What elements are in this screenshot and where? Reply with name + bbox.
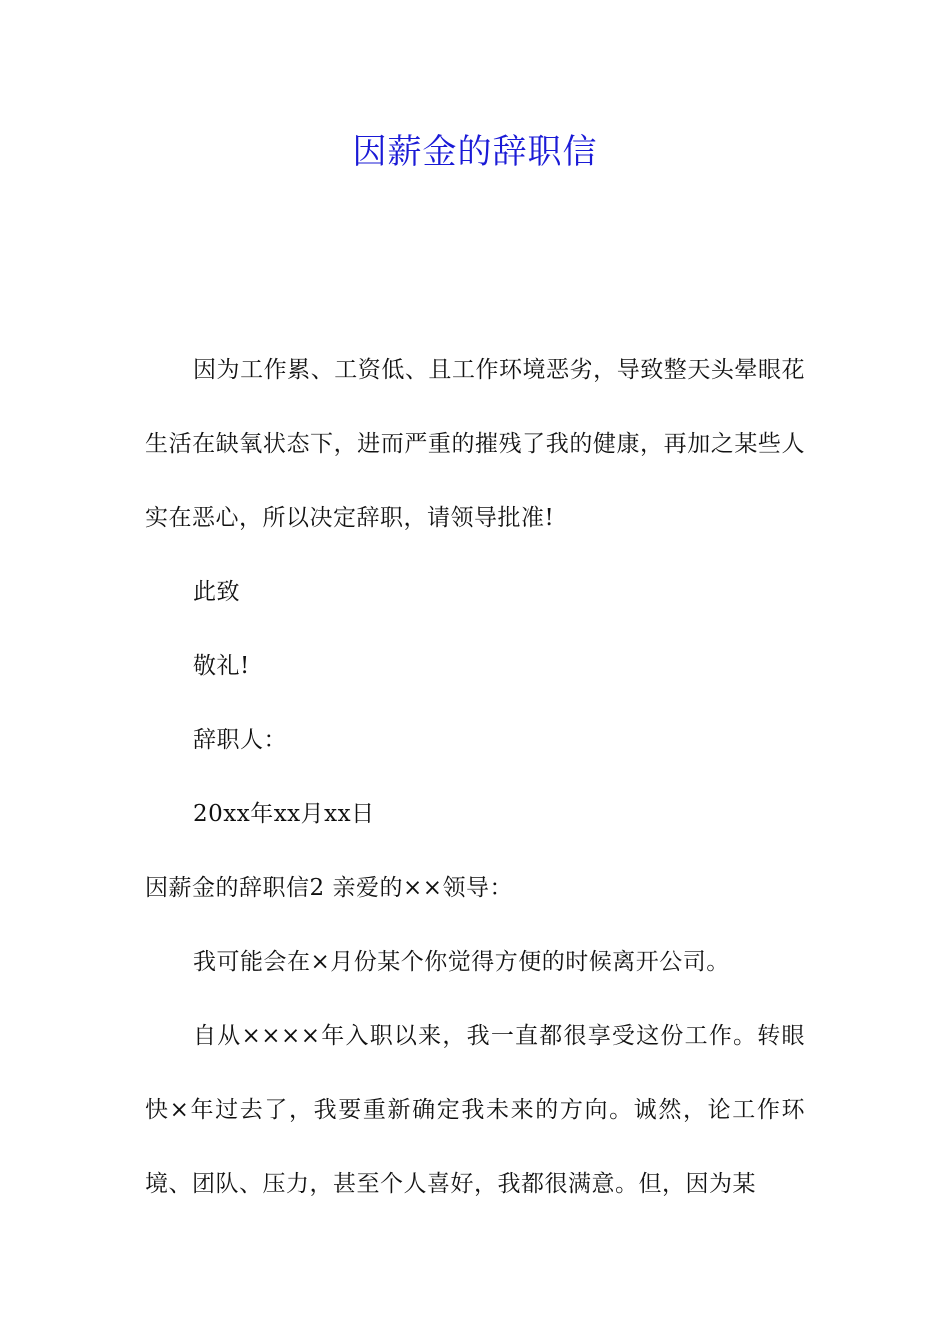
body-paragraph: 我可能会在×月份某个你觉得方便的时候离开公司。 <box>193 949 730 975</box>
second-letter-heading: 因薪金的辞职信2 亲爱的××领导： <box>145 875 513 901</box>
document-body <box>145 333 805 1221</box>
body-paragraph: 自从××××年入职以来，我一直都很享受这份工作。转眼快×年过去了，我要重新确定我未来的方向。诚然，论工作环境、团队、压力，甚至个人喜好，我都很满意。但，因为某 <box>145 1023 805 1197</box>
document-title: 因薪金的辞职信 <box>352 132 598 172</box>
signature-label: 辞职人： <box>193 727 287 753</box>
closing-salutation: 此致 <box>193 579 240 605</box>
date-line: 20xx年xx月xx日 <box>193 801 375 827</box>
body-paragraph: 因为工作累、工资低、且工作环境恶劣，导致整天头晕眼花生活在缺氧状态下，进而严重的摧残了我的健康，再加之某些人实在恶心，所以决定辞职，请领导批准! <box>145 357 805 531</box>
closing-regards: 敬礼! <box>193 653 250 679</box>
